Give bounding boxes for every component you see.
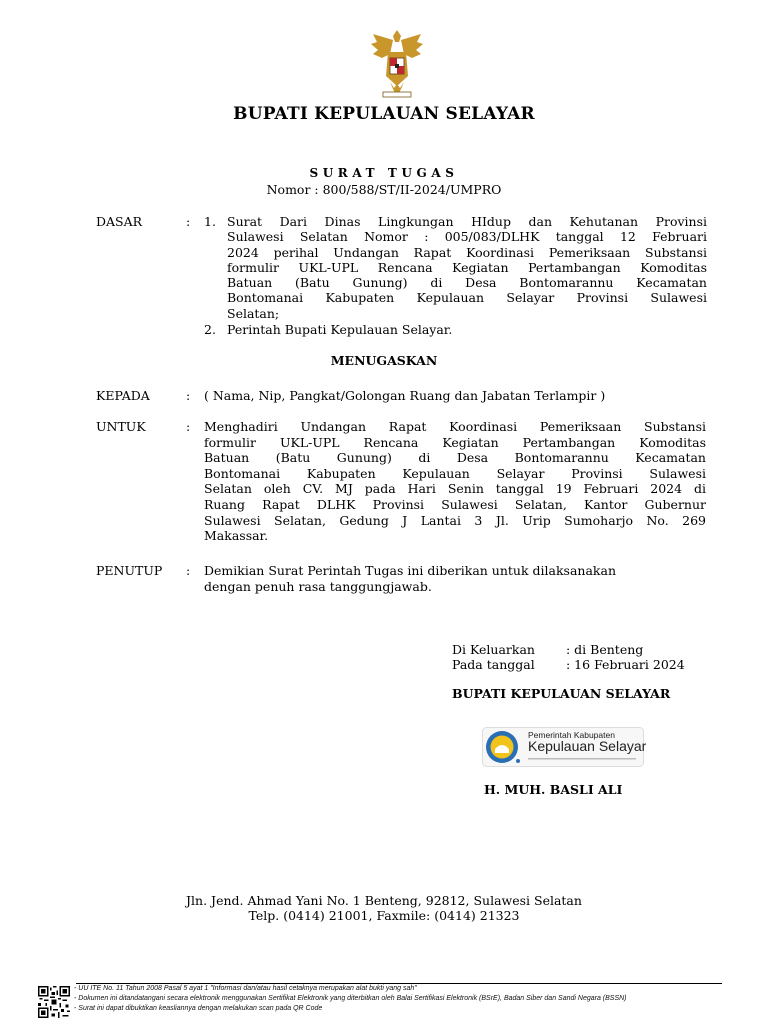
signatory-name: H. MUH. BASLI ALI	[484, 782, 623, 797]
dasar-item-2-number: 2.	[204, 322, 216, 337]
penutup-text	[204, 563, 616, 594]
untuk-line: Selatan oleh CV. MJ pada Hari Senin tanggal 19 Februari 2024 di	[204, 481, 706, 497]
footer-divider	[76, 983, 722, 984]
date-label: Pada tanggal	[452, 657, 535, 672]
penutup-line: Demikian Surat Perintah Tugas ini diberikan untuk dilaksanakan	[204, 563, 616, 578]
kepada-colon: :	[186, 388, 191, 403]
untuk-line: formulir UKL-UPL Rencana Kegiatan Pertambangan Komoditas	[204, 434, 706, 450]
footer-note: - UU ITE No. 11 Tahun 2008 Pasal 5 ayat 1 "Informasi dan/atau hasil cetaknya merupakan alat bukti yang sah"	[74, 985, 417, 992]
dasar-item-1-line: Selatan;	[227, 305, 280, 321]
footer-phone: Telp. (0414) 21001, Faxmile: (0414) 21323	[248, 908, 520, 923]
command-heading: MENUGASKAN	[330, 353, 438, 368]
kepada-text: ( Nama, Nip, Pangkat/Golongan Ruang dan Jabatan Terlampir )	[204, 388, 606, 403]
qr-code-icon	[38, 986, 70, 1018]
document-number: Nomor : 800/588/ST/II-2024/UMPRO	[266, 182, 502, 197]
untuk-line: Sulawesi Selatan, Gedung J Lantai 3 Jl. Urip Sumoharjo No. 269	[204, 512, 706, 528]
document-title: SURAT TUGAS	[309, 166, 459, 180]
logo-text-line2: Kepulauan Selayar	[528, 738, 647, 754]
kepada-label: KEPADA	[96, 388, 150, 403]
footer-address: Jln. Jend. Ahmad Yani No. 1 Benteng, 92812, Sulawesi Selatan	[186, 893, 582, 908]
untuk-line: Ruang Rapat DLHK Provinsi Sulawesi Selatan, Kantor Gubernur	[204, 496, 706, 512]
dasar-colon: :	[186, 214, 191, 229]
signatory-title: BUPATI KEPULAUAN SELAYAR	[452, 686, 671, 701]
issued-value: : di Benteng	[566, 642, 644, 657]
dasar-item-1-line: Bontomanai Kabupaten Kepulauan Selayar Provinsi Sulawesi	[227, 290, 707, 306]
untuk-label: UNTUK	[96, 419, 146, 434]
footer-note: - Surat ini dapat dibuktikan keasliannya dengan melakukan scan pada QR Code	[74, 1005, 323, 1012]
dasar-label: DASAR	[96, 214, 143, 229]
dasar-item-1-line: Batuan (Batu Gunung) di Desa Bontomarannu Kecamatan	[227, 275, 707, 291]
dasar-item-2: Perintah Bupati Kepulauan Selayar.	[227, 322, 453, 337]
dasar-item-1-line: Sulawesi Selatan Nomor : 005/083/DLHK tanggal 12 Februari	[227, 229, 707, 245]
date-value: : 16 Februari 2024	[566, 657, 685, 672]
untuk-text	[204, 419, 706, 544]
dasar-item-1-line: formulir UKL-UPL Rencana Kegiatan Pertambangan Komoditas	[227, 259, 707, 275]
dasar-item-1-number: 1.	[204, 214, 216, 229]
letter-heading: BUPATI KEPULAUAN SELAYAR	[233, 104, 535, 124]
penutup-colon: :	[186, 563, 191, 578]
untuk-colon: :	[186, 419, 191, 434]
untuk-line: Makassar.	[204, 528, 269, 544]
garuda-emblem-icon	[368, 28, 426, 104]
dasar-item-1-line: 2024 perihal Undangan Rapat Koordinasi Pemeriksaan Substansi	[227, 244, 707, 260]
untuk-line: Menghadiri Undangan Rapat Koordinasi Pemeriksaan Substansi	[204, 419, 706, 434]
untuk-line: Bontomanai Kabupaten Kepulauan Selayar Provinsi Sulawesi	[204, 465, 706, 481]
footer-note: - Dokumen ini ditandatangani secara elektronik menggunakan Sertifikat Elektronik yang diterbitkan oleh Balai Sertifikasi Elektronik (BSrE), Badan Siber dan Sandi Negara (BSSN)	[74, 995, 627, 1002]
dasar-item-1	[227, 214, 707, 321]
penutup-line: dengan penuh rasa tanggungjawab.	[204, 578, 432, 594]
untuk-line: Batuan (Batu Gunung) di Desa Bontomarannu Kecamatan	[204, 450, 706, 466]
dasar-item-1-line: Surat Dari Dinas Lingkungan HIdup dan Kehutanan Provinsi	[227, 214, 707, 229]
issued-label: Di Keluarkan	[452, 642, 535, 657]
penutup-label: PENUTUP	[96, 563, 163, 578]
logo-text-line1: Pemerintah Kabupaten	[528, 730, 615, 740]
